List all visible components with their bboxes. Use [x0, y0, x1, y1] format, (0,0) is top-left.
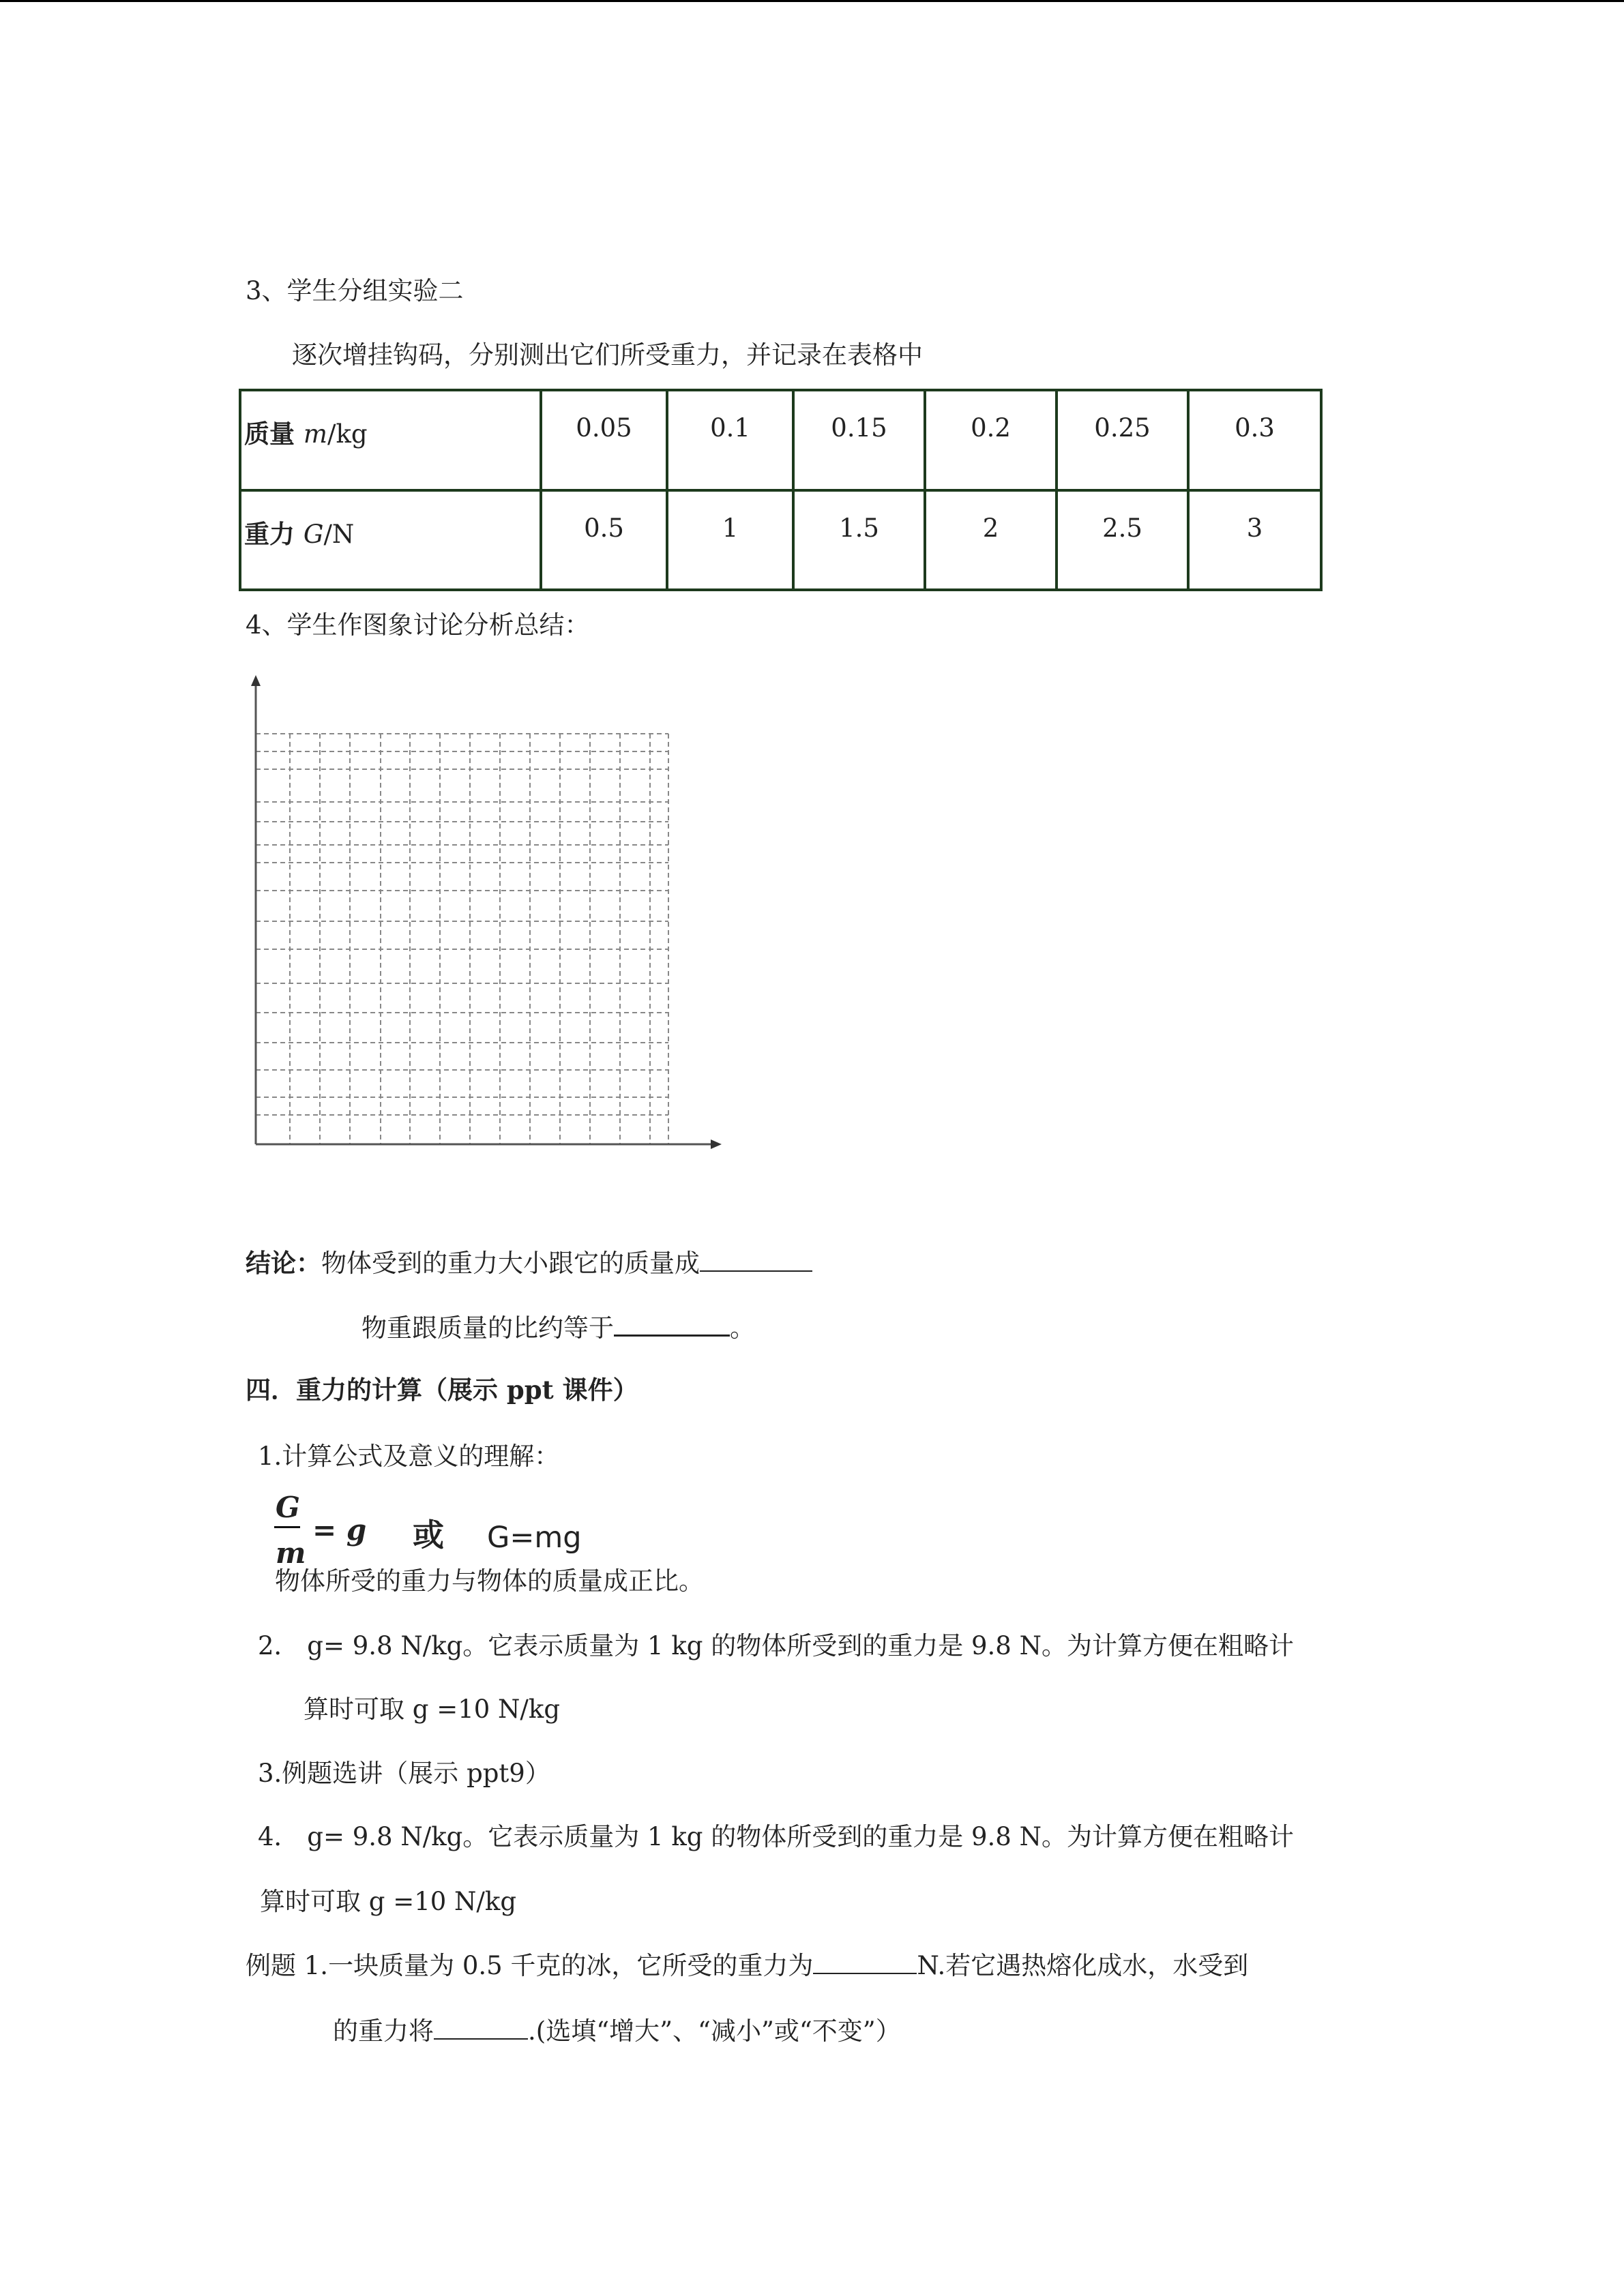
table-cell: 2.5 — [1057, 490, 1188, 591]
example-blank-2 — [434, 2018, 528, 2040]
part4-item2-line2: 算时可取 g =10 N/kg — [304, 1695, 560, 1724]
part4-item2-line1: 2． g= 9.8 N/kg。它表示质量为 1 kg 的物体所受到的重力是 9.8 N。为计算方便在粗略计 — [258, 1631, 1294, 1660]
example1-line2: 的重力将 .(选填“增大”、“减小”或“不变”） — [333, 2016, 901, 2046]
table-row-gravity — [240, 490, 1321, 591]
table-row-mass — [240, 390, 1321, 490]
formula-equals-g: = g — [312, 1513, 367, 1547]
table-cell: 0.5 — [541, 490, 667, 591]
table-header-mass: 质量 m/kg — [240, 390, 541, 490]
part4-item4-line1: 4． g= 9.8 N/kg。它表示质量为 1 kg 的物体所受到的重力是 9.8 N。为计算方便在粗略计 — [258, 1822, 1294, 1851]
formula-denominator: m — [276, 1536, 306, 1570]
grid-lines — [256, 734, 668, 1144]
part4-item3: 3.例题选讲（展示 ppt9） — [258, 1759, 550, 1788]
y-axis-arrow-icon — [251, 675, 261, 686]
blank-graph-grid — [242, 668, 733, 1159]
table-cell: 0.1 — [667, 390, 793, 490]
conclusion-line1: 结论：物体受到的重力大小跟它的质量成 — [246, 1250, 812, 1276]
part4-item4-line2: 算时可取 g =10 N/kg — [260, 1887, 516, 1916]
section4-heading: 4、学生作图象讨论分析总结： — [246, 610, 590, 640]
table-cell: 3 — [1188, 490, 1321, 591]
table-cell: 0.05 — [541, 390, 667, 490]
table-cell: 0.3 — [1188, 390, 1321, 490]
table-cell: 0.25 — [1057, 390, 1188, 490]
blank-line-1 — [700, 1250, 812, 1272]
formula-note: 物体所受的重力与物体的质量成正比。 — [275, 1566, 704, 1596]
formula-alt: G=mg — [487, 1521, 582, 1555]
blank-line-2 — [614, 1314, 730, 1337]
formula-numerator: G — [276, 1491, 300, 1524]
mass-gravity-table — [239, 389, 1323, 591]
formula-fraction-bar — [274, 1526, 300, 1528]
conclusion-label: 结论： — [246, 1248, 321, 1278]
page-top-border — [0, 0, 1624, 2]
table-cell: 1 — [667, 490, 793, 591]
example1-line1: 例题 1.一块质量为 0.5 千克的冰，它所受的重力为 N.若它遇热熔化成水，水受到 — [246, 1951, 1249, 1980]
part4-heading: 四．重力的计算（展示 ppt 课件） — [246, 1375, 638, 1405]
example-blank-1 — [813, 1952, 917, 1974]
table-cell: 0.2 — [925, 390, 1057, 490]
x-axis-arrow-icon — [711, 1139, 722, 1149]
table-cell: 1.5 — [793, 490, 925, 591]
conclusion-line2: 物重跟质量的比约等于 。 — [361, 1313, 755, 1343]
part4-item1: 1.计算公式及意义的理解： — [258, 1442, 560, 1471]
section3-heading: 3、学生分组实验二 — [246, 276, 464, 305]
formula-or: 或 — [413, 1517, 444, 1553]
table-header-gravity: 重力 G/N — [240, 490, 541, 591]
table-cell: 0.15 — [793, 390, 925, 490]
section3-instruction: 逐次增挂钩码，分别测出它们所受重力，并记录在表格中 — [292, 340, 923, 370]
table-cell: 2 — [925, 490, 1057, 591]
